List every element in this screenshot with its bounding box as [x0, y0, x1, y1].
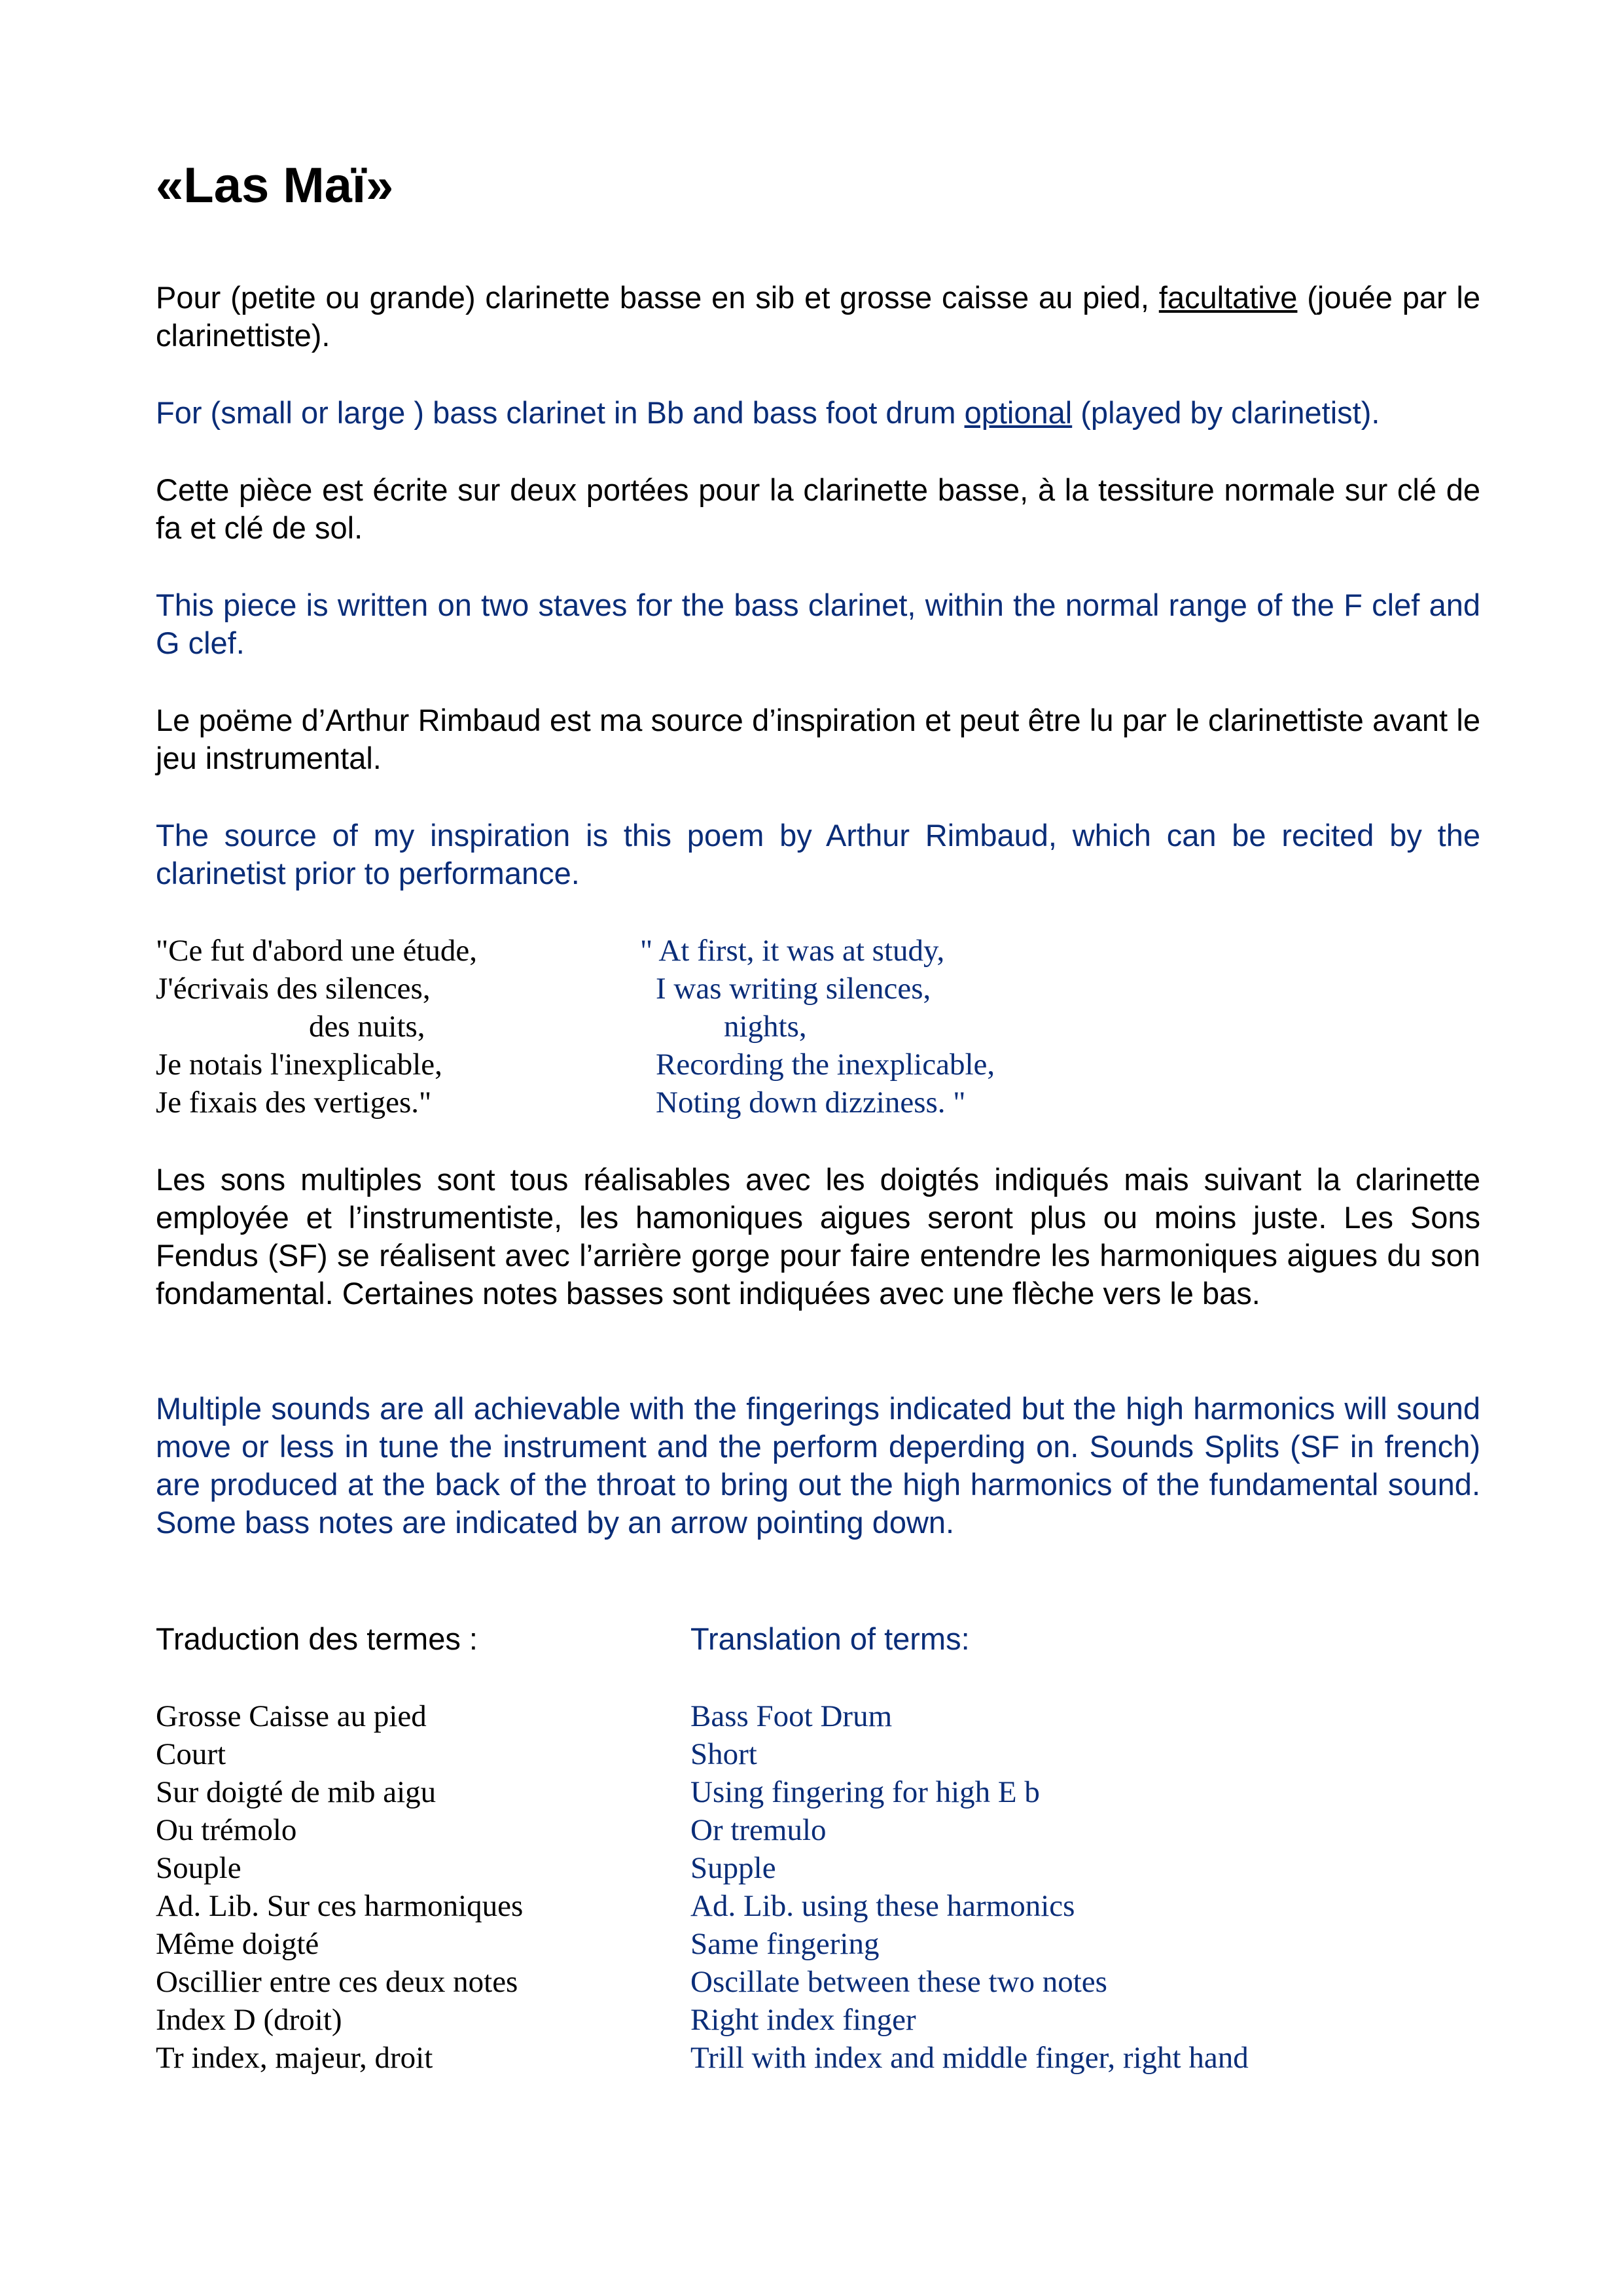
glossary-term-fr: Ou trémolo — [156, 1813, 297, 1847]
poem-fr-line: des nuits, — [309, 1010, 425, 1044]
multiphonics-en: Multiple sounds are all achievable with the fingerings indicated but the high harmonics will sound move or less in tune the instrument and the perform deperding on. Sounds Splits (SF in french) are produced at the back of the throat to bring out the high harmonics of the fundamental sound. Some bass notes are indicated by an arrow pointing down. — [156, 1391, 1480, 1540]
glossary-term-fr: Tr index, majeur, droit — [156, 2041, 433, 2075]
glossary-term-en: Trill with index and middle finger, right hand — [690, 2041, 1249, 2075]
intro-en-optional: optional — [964, 395, 1073, 430]
poem-fr-line: "Ce fut d'abord une étude, — [156, 934, 477, 968]
glossary-term-en: Bass Foot Drum — [690, 1699, 893, 1733]
glossary-term-fr: Souple — [156, 1851, 241, 1885]
glossary-term-fr: Oscillier entre ces deux notes — [156, 1965, 518, 1999]
staves-fr: Cette pièce est écrite sur deux portées pour la clarinette basse, à la tessiture normale sur clé de fa et clé de sol. — [156, 472, 1480, 545]
glossary-heading-en: Translation of terms: — [690, 1621, 970, 1656]
poem-en-line: Recording the inexplicable, — [656, 1048, 995, 1082]
intro-fr-optional: facultative — [1158, 280, 1298, 315]
intro-fr-text-1: Pour (petite ou grande) clarinette basse en sib et grosse caisse au pied, — [156, 280, 1149, 315]
glossary-term-fr: Court — [156, 1737, 226, 1771]
glossary-term-en: Oscillate between these two notes — [690, 1965, 1107, 1999]
glossary-term-fr: Même doigté — [156, 1927, 319, 1961]
poem-en-line: Noting down dizziness. " — [656, 1086, 966, 1120]
glossary-term-fr: Grosse Caisse au pied — [156, 1699, 427, 1733]
glossary-term-fr: Ad. Lib. Sur ces harmoniques — [156, 1889, 524, 1923]
glossary-term-en: Supple — [690, 1851, 776, 1885]
intro-en-text-2: (played by clarinetist). — [1080, 395, 1380, 430]
multiphonics-fr: Les sons multiples sont tous réalisables avec les doigtés indiqués mais suivant la clarinette employée et l’instrumentiste, les hamoniques aigues seront plus ou moins juste. Les Sons Fendus (SF) se réalisent avec l’arrière gorge pour faire entendre les harmoniques aigues du son fondamental. Certaines notes basses sont indiquées avec une flèche vers le bas. — [156, 1162, 1480, 1311]
glossary-term-en: Right index finger — [690, 2003, 916, 2037]
glossary-term-en: Ad. Lib. using these harmonics — [690, 1889, 1075, 1923]
poem-intro-en: The source of my inspiration is this poem by Arthur Rimbaud, which can be recited by the clarinetist prior to performance. — [156, 818, 1480, 891]
staves-en: This piece is written on two staves for the bass clarinet, within the normal range of the F clef and G clef. — [156, 588, 1480, 660]
poem-en-line: I was writing silences, — [656, 972, 931, 1006]
intro-fr-text-2: (jouée par le clarinettiste). — [156, 280, 1481, 353]
intro-en — [156, 394, 1380, 432]
intro-en-text-1: For (small or large ) bass clarinet in Bb and bass foot drum — [156, 395, 956, 430]
poem-fr-line: Je notais l'inexplicable, — [156, 1048, 442, 1082]
glossary-term-en: Same fingering — [690, 1927, 880, 1961]
poem-fr-line: J'écrivais des silences, — [156, 972, 431, 1006]
glossary-term-en: Or tremulo — [690, 1813, 827, 1847]
page-title: «Las Maï» — [156, 158, 394, 213]
glossary-term-fr: Index D (droit) — [156, 2003, 342, 2037]
poem-en-line: " At first, it was at study, — [640, 934, 945, 968]
glossary-term-fr: Sur doigté de mib aigu — [156, 1775, 437, 1809]
poem-en-line: nights, — [724, 1010, 807, 1044]
intro-fr — [156, 279, 1480, 355]
poem-fr-line: Je fixais des vertiges." — [156, 1086, 432, 1120]
glossary-term-en: Using fingering for high E b — [690, 1775, 1040, 1809]
glossary-heading-fr: Traduction des termes : — [156, 1621, 478, 1656]
glossary-term-en: Short — [690, 1737, 757, 1771]
poem-intro-fr: Le poëme d’Arthur Rimbaud est ma source d’inspiration et peut être lu par le clarinettiste avant le jeu instrumental. — [156, 703, 1480, 775]
